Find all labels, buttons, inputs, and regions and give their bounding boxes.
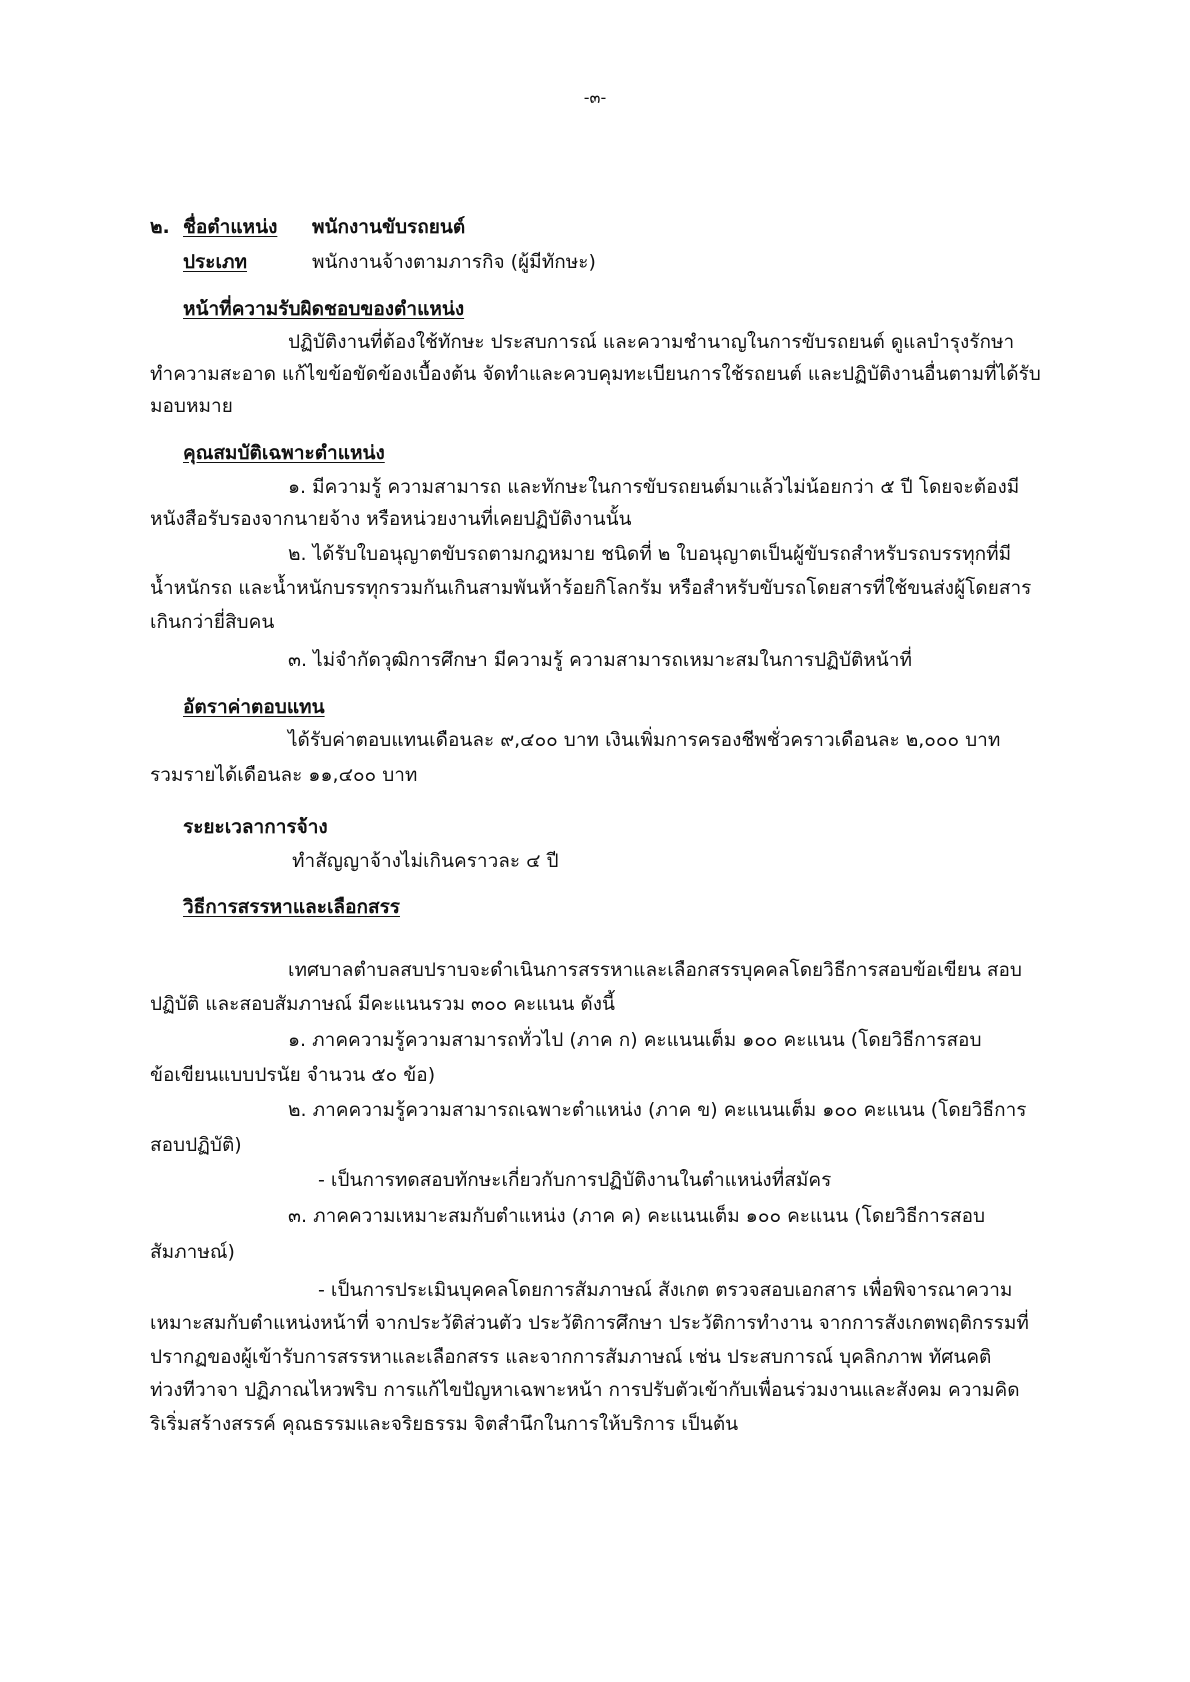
selection-part-3-note: ปรากฏของผู้เข้ารับการสรรหาและเลือกสรร และจากการสัมภาษณ์ เช่น ประสบการณ์ บุคลิกภาพ ทัศนคติ	[150, 1346, 992, 1368]
selection-part-2-note: - เป็นการทดสอบทักษะเกี่ยวกับการปฏิบัติงานในตำแหน่งที่สมัคร	[318, 1169, 832, 1191]
position-type-value: พนักงานจ้างตามภารกิจ (ผู้มีทักษะ)	[312, 251, 596, 273]
qualification-item-2: ๒. ได้รับใบอนุญาตขับรถตามกฎหมาย ชนิดที่ ๒ ใบอนุญาตเป็นผู้ขับรถสำหรับรถบรรทุกที่มี	[288, 543, 1012, 565]
selection-part-1: ข้อเขียนแบบปรนัย จำนวน ๕๐ ข้อ)	[150, 1064, 436, 1086]
selection-intro: เทศบาลตำบลสบปราบจะดำเนินการสรรหาและเลือกสรรบุคคลโดยวิธีการสอบข้อเขียน สอบ	[288, 959, 1022, 981]
position-type-label: ประเภท	[183, 251, 248, 273]
duration-heading: ระยะเวลาการจ้าง	[183, 816, 328, 838]
position-name-value: พนักงานขับรถยนต์	[312, 216, 466, 238]
qualification-item-2: น้ำหนักรถ และน้ำหนักบรรทุกรวมกันเกินสามพันห้าร้อยกิโลกรัม หรือสำหรับขับรถโดยสารที่ใช้ขนส่งผู้โดยสาร	[150, 577, 1032, 599]
duties-line: มอบหมาย	[150, 395, 233, 417]
duties-line: ปฏิบัติงานที่ต้องใช้ทักษะ ประสบการณ์ และความชำนาญในการขับรถยนต์ ดูแลบำรุงรักษา	[288, 331, 1015, 353]
qualification-item-3: ๓. ไม่จำกัดวุฒิการศึกษา มีความรู้ ความสามารถเหมาะสมในการปฏิบัติหน้าที่	[288, 649, 912, 671]
selection-intro: ปฏิบัติ และสอบสัมภาษณ์ มีคะแนนรวม ๓๐๐ คะแนน ดังนี้	[150, 993, 616, 1015]
compensation-line: ได้รับค่าตอบแทนเดือนละ ๙,๔๐๐ บาท เงินเพิ่มการครองชีพชั่วคราวเดือนละ ๒,๐๐๐ บาท	[288, 729, 1001, 751]
qualifications-heading: คุณสมบัติเฉพาะตำแหน่ง	[183, 442, 385, 464]
selection-part-3-note: ริเริ่มสร้างสรรค์ คุณธรรมและจริยธรรม จิตสำนึกในการให้บริการ เป็นต้น	[150, 1413, 739, 1435]
selection-part-3-note: ท่วงทีวาจา ปฏิภาณไหวพริบ การแก้ไขปัญหาเฉพาะหน้า การปรับตัวเข้ากับเพื่อนร่วมงานและสังคม ความคิด	[150, 1379, 1020, 1401]
selection-part-1: ๑. ภาคความรู้ความสามารถทั่วไป (ภาค ก) คะแนนเต็ม ๑๐๐ คะแนน (โดยวิธีการสอบ	[288, 1029, 982, 1051]
position-name-label: ชื่อตำแหน่ง	[183, 216, 278, 238]
selection-part-2: ๒. ภาคความรู้ความสามารถเฉพาะตำแหน่ง (ภาค ข) คะแนนเต็ม ๑๐๐ คะแนน (โดยวิธีการ	[288, 1099, 1027, 1121]
duties-line: ทำความสะอาด แก้ไขข้อขัดข้องเบื้องต้น จัดทำและควบคุมทะเบียนการใช้รถยนต์ และปฏิบัติงานอื่นตามที่ได้รับ	[150, 363, 1041, 385]
duties-heading: หน้าที่ความรับผิดชอบของตำแหน่ง	[183, 298, 465, 320]
selection-part-3: ๓. ภาคความเหมาะสมกับตำแหน่ง (ภาค ค) คะแนนเต็ม ๑๐๐ คะแนน (โดยวิธีการสอบ	[288, 1205, 986, 1227]
selection-part-2: สอบปฏิบัติ)	[150, 1134, 242, 1156]
selection-heading: วิธีการสรรหาและเลือกสรร	[183, 896, 400, 918]
selection-part-3: สัมภาษณ์)	[150, 1241, 235, 1263]
selection-part-3-note: - เป็นการประเมินบุคคลโดยการสัมภาษณ์ สังเกต ตรวจสอบเอกสาร เพื่อพิจารณาความ	[318, 1279, 1013, 1301]
qualification-item-1: หนังสือรับรองจากนายจ้าง หรือหน่วยงานที่เคยปฏิบัติงานนั้น	[150, 508, 632, 530]
page-number: -๓-	[583, 88, 607, 107]
duration-text: ทำสัญญาจ้างไม่เกินคราวละ ๔ ปี	[292, 850, 559, 872]
position-number: ๒.	[150, 216, 170, 238]
compensation-line: รวมรายได้เดือนละ ๑๑,๔๐๐ บาท	[150, 764, 418, 786]
qualification-item-1: ๑. มีความรู้ ความสามารถ และทักษะในการขับรถยนต์มาแล้วไม่น้อยกว่า ๕ ปี โดยจะต้องมี	[288, 476, 1020, 498]
selection-part-3-note: เหมาะสมกับตำแหน่งหน้าที่ จากประวัติส่วนตัว ประวัติการศึกษา ประวัติการทำงาน จากการสังเกตพฤติกรรมที่	[150, 1312, 1029, 1334]
qualification-item-2: เกินกว่ายี่สิบคน	[150, 611, 275, 633]
compensation-heading: อัตราค่าตอบแทน	[183, 696, 325, 718]
